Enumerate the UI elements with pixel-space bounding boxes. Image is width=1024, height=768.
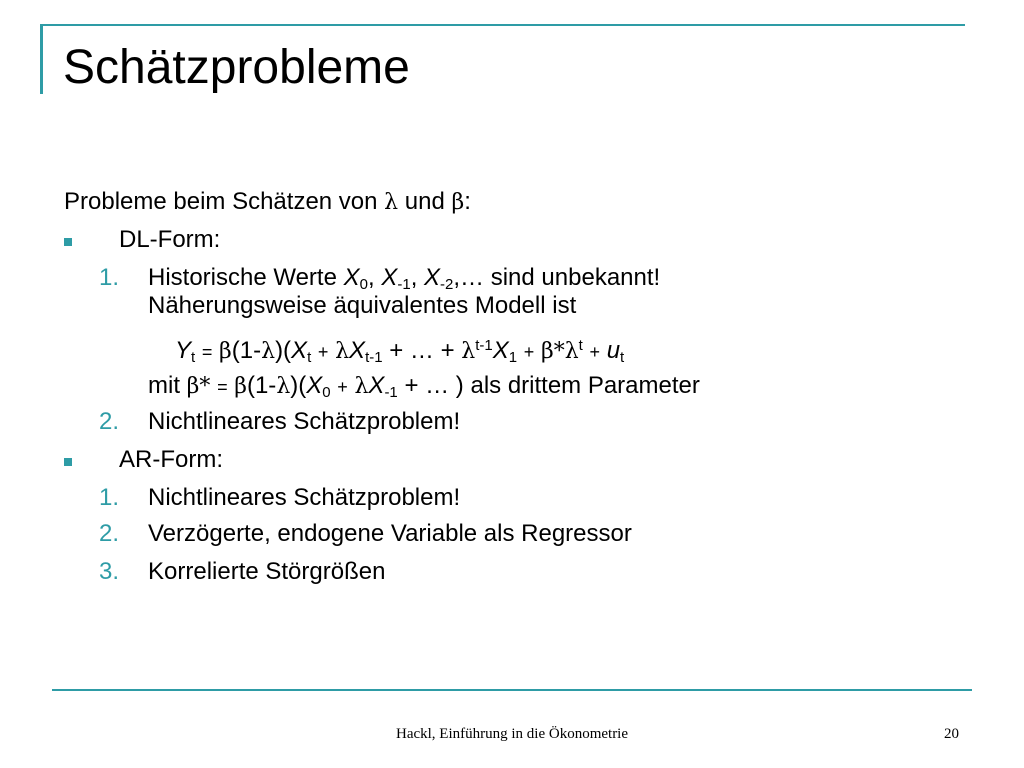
dl-item-1-line-2: Näherungsweise äquivalentes Modell ist xyxy=(148,292,577,319)
dl-mit-line: mit $\beta* = \beta(1-\lambda)(X_0 + \lambda X_{-1}$ + … ) als drittem Parameter xyxy=(148,372,700,401)
page-number: 20 xyxy=(944,726,959,742)
footer-text: Hackl, Einführung in die Ökonometrie xyxy=(395,726,629,742)
title-accent-line-left xyxy=(40,26,43,94)
list-number-ar-3: 3. xyxy=(99,558,120,585)
title-accent-line-top xyxy=(40,24,965,26)
list-number-ar-1: 1. xyxy=(99,484,120,511)
ar-item-3: Korrelierte Störgrößen xyxy=(148,558,386,585)
section-label-ar: AR-Form: xyxy=(119,446,223,473)
list-number-dl-1: 1. xyxy=(99,264,120,291)
bullet-square-ar xyxy=(64,458,72,466)
list-number-dl-2: 2. xyxy=(99,408,120,435)
list-number-ar-2: 2. xyxy=(99,520,120,547)
section-label-dl: DL-Form: xyxy=(119,226,221,253)
intro-line: Probleme beim Schätzen von λ und β: xyxy=(64,188,471,215)
dl-model-formula: $Y_t = \beta(1-\lambda)(X_t + \lambda X_{t-1}$ + … + $\lambda^{t-1}X_1 + \beta*\lambda^t + u_t$ xyxy=(175,337,625,366)
bullet-square-dl xyxy=(64,238,72,246)
footer-divider xyxy=(52,689,972,691)
dl-item-1-line-1: Historische Werte $X_0$, $X_{-1}$, $X_{-2},\dots$ sind unbekannt! xyxy=(148,264,661,293)
ar-item-2: Verzögerte, endogene Variable als Regressor xyxy=(148,520,632,547)
ar-item-1: Nichtlineares Schätzproblem! xyxy=(148,484,461,511)
dl-item-2: Nichtlineares Schätzproblem! xyxy=(148,408,461,435)
slide-title: Schätzprobleme xyxy=(63,41,410,94)
